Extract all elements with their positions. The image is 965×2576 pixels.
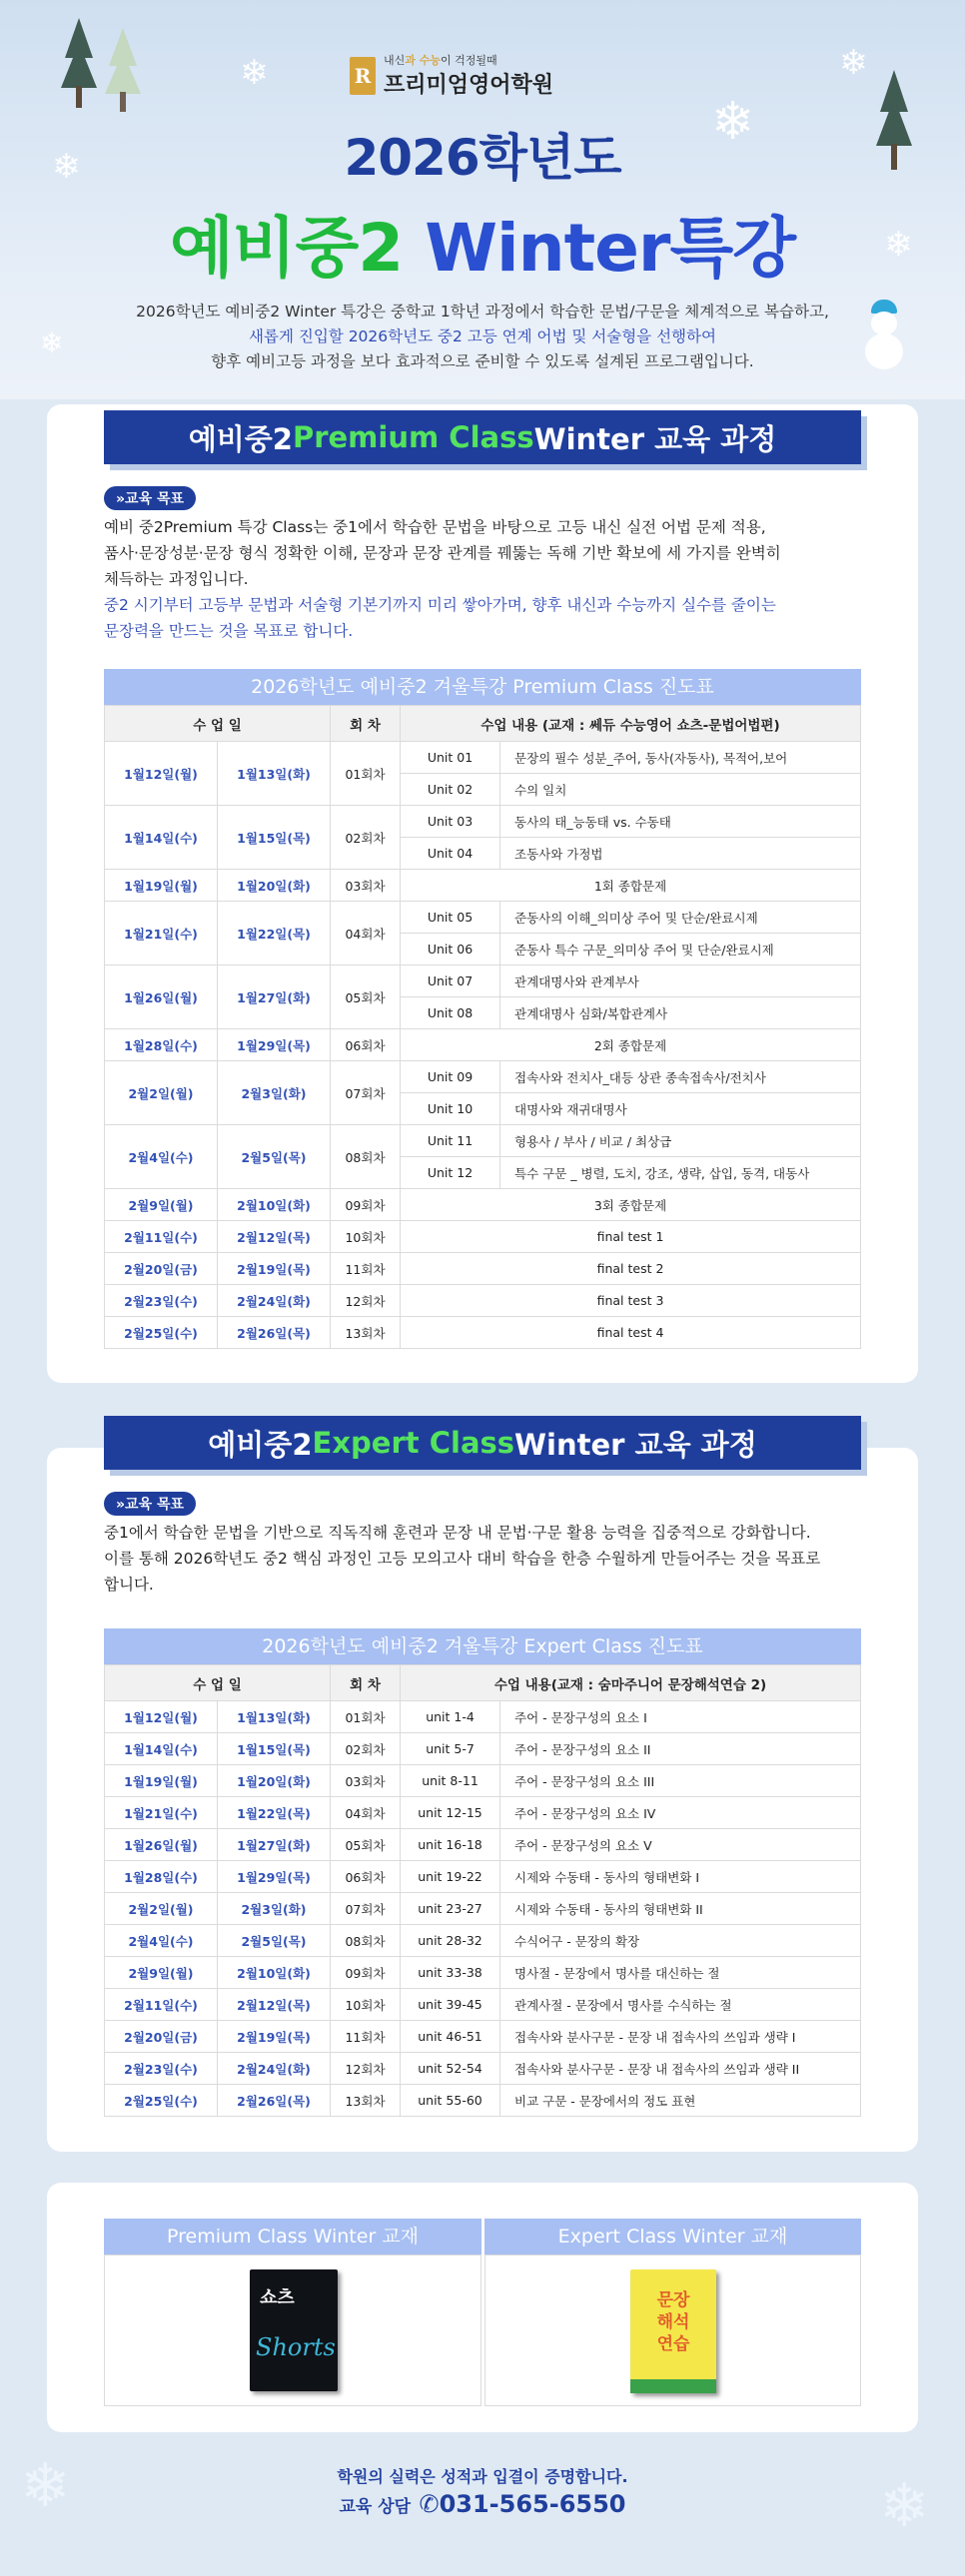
footer-contact	[0, 2490, 965, 2518]
date-cell: 2월23일(수)	[105, 2053, 218, 2085]
content-cell: 1회 종합문제	[401, 870, 861, 902]
date-cell: 2월26일(목)	[218, 1317, 331, 1349]
content-cell: 대명사와 재귀대명사	[500, 1093, 861, 1125]
goal-text: 중1에서 학습한 문법을 기반으로 직독직해 훈련과 문장 내 문법·구문 활용 능력을 집중적으로 강화합니다.	[104, 1524, 811, 1542]
session-cell: 09회차	[331, 1957, 401, 1989]
tagline-part: 과 수능	[405, 54, 441, 67]
hero-title-green: 예비중2	[170, 210, 404, 287]
session-cell: 01회차	[331, 1701, 401, 1733]
date-cell: 1월12일(월)	[105, 1701, 218, 1733]
tagline-part: 내신	[384, 54, 406, 67]
pine-tree-icon	[64, 18, 94, 118]
content-cell: 접속사와 분사구문 - 문장 내 접속사의 쓰임과 생략 I	[500, 2021, 861, 2053]
session-cell: 12회차	[331, 1285, 401, 1317]
expert-goal	[104, 1520, 893, 1598]
content-cell: 2회 종합문제	[401, 1029, 861, 1061]
table-row	[105, 1957, 861, 1989]
date-cell: 1월19일(월)	[105, 1765, 218, 1797]
premium-book-header: Premium Class Winter 교재	[104, 2219, 482, 2254]
column-header: 수업 내용(교재 : 숨마주니어 문장해석연습 2)	[401, 1665, 861, 1701]
date-cell: 1월14일(수)	[105, 806, 218, 870]
date-cell: 1월14일(수)	[105, 1733, 218, 1765]
date-cell: 2월25일(수)	[105, 1317, 218, 1349]
content-cell: 준동사의 이해_의미상 주어 및 단순/완료시제	[500, 902, 861, 934]
table-row	[105, 1285, 861, 1317]
column-header: 수업 내용 (교재 : 쎄듀 수능영어 쇼츠-문법어법편)	[401, 706, 861, 742]
session-cell: 08회차	[331, 1125, 401, 1189]
content-cell: 동사의 태_능동태 vs. 수동태	[500, 806, 861, 838]
content-cell: 접속사와 전치사_대등 상관 종속접속사/전치사	[500, 1061, 861, 1093]
content-cell: final test 3	[401, 1285, 861, 1317]
date-cell: 2월9일(월)	[105, 1189, 218, 1221]
session-cell: 13회차	[331, 2085, 401, 2117]
book-cover-title: 쇼츠	[260, 2287, 295, 2308]
content-cell: 주어 - 문장구성의 요소 II	[500, 1733, 861, 1765]
content-cell: 특수 구문 _ 병렬, 도치, 강조, 생략, 삽입, 동격, 대동사	[500, 1157, 861, 1189]
hero-section	[0, 0, 965, 399]
goal-line: 중2 시기부터 고등부 문법과 서술형 기본기까지 미리 쌓아가며, 향후 내신과 수능까지 실수를 줄이는	[104, 596, 776, 614]
books-card	[47, 2183, 918, 2432]
content-cell: 준동사 특수 구문_의미상 주어 및 단순/완료시제	[500, 934, 861, 966]
snowflake-icon: ❄	[879, 2471, 930, 2541]
table-row	[105, 966, 861, 997]
session-cell: 06회차	[331, 1861, 401, 1893]
content-cell: 시제와 수동태 - 동사의 형태변화 I	[500, 1861, 861, 1893]
content-cell: 문장의 필수 성분_주어, 동사(자동사), 목적어,보어	[500, 742, 861, 774]
expert-schedule-table	[104, 1664, 861, 2117]
banner-text: 예비중2	[188, 421, 293, 456]
session-cell: 09회차	[331, 1189, 401, 1221]
date-cell: 2월4일(수)	[105, 1925, 218, 1957]
logo-tagline	[384, 52, 553, 68]
date-cell: 2월12일(목)	[218, 1221, 331, 1253]
column-header: 회 차	[331, 706, 401, 742]
session-cell: 04회차	[331, 1797, 401, 1829]
banner-text: Winter 교육 과정	[533, 421, 777, 456]
table-row	[105, 1029, 861, 1061]
table-row	[105, 1701, 861, 1733]
banner-text: Winter 교육 과정	[514, 1427, 757, 1462]
book-cover-title: 연습	[656, 2334, 690, 2354]
table-row	[105, 1829, 861, 1861]
table-row	[105, 2021, 861, 2053]
snowflake-icon: ❄	[839, 43, 868, 83]
table-row	[105, 1221, 861, 1253]
unit-cell: unit 52-54	[401, 2053, 500, 2085]
pine-tree-icon	[108, 28, 138, 118]
footer-slogan: 학원의 실력은 성적과 입결이 증명합니다.	[337, 2467, 628, 2486]
intro-line: 2026학년도 예비중2 Winter 특강은 중학교 1학년 과정에서 학습한 문법/구문을 체계적으로 복습하고,	[136, 303, 829, 321]
hero-intro	[100, 300, 865, 374]
date-cell: 2월5일(목)	[218, 1925, 331, 1957]
unit-cell: Unit 12	[401, 1157, 500, 1189]
date-cell: 1월20일(화)	[218, 1765, 331, 1797]
hero-title-blue: Winter특강	[425, 210, 795, 287]
book-cover-title: 해석	[656, 2312, 690, 2332]
date-cell: 1월26일(월)	[105, 966, 218, 1029]
date-cell: 1월26일(월)	[105, 1829, 218, 1861]
content-cell: 3회 종합문제	[401, 1189, 861, 1221]
session-cell: 10회차	[331, 1989, 401, 2021]
date-cell: 2월11일(수)	[105, 1221, 218, 1253]
phone-icon: ✆	[419, 2490, 440, 2518]
date-cell: 2월3일(화)	[218, 1893, 331, 1925]
content-cell: 접속사와 분사구문 - 문장 내 접속사의 쓰임과 생략 II	[500, 2053, 861, 2085]
goal-tag: »교육 목표	[104, 486, 196, 510]
content-cell: 주어 - 문장구성의 요소 I	[500, 1701, 861, 1733]
session-cell: 03회차	[331, 1765, 401, 1797]
snowflake-icon: ❄	[711, 92, 755, 152]
table-row	[105, 806, 861, 838]
date-cell: 1월21일(수)	[105, 1797, 218, 1829]
date-cell: 2월4일(수)	[105, 1125, 218, 1189]
expert-book-box	[484, 2254, 861, 2406]
premium-book-cover	[250, 2269, 338, 2391]
session-cell: 08회차	[331, 1925, 401, 1957]
date-cell: 1월20일(화)	[218, 870, 331, 902]
date-cell: 1월22일(목)	[218, 1797, 331, 1829]
expert-card	[47, 1426, 918, 2152]
hero-title	[0, 195, 965, 290]
date-cell: 2월19일(목)	[218, 2021, 331, 2053]
unit-cell: unit 8-11	[401, 1765, 500, 1797]
unit-cell: unit 55-60	[401, 2085, 500, 2117]
unit-cell: Unit 10	[401, 1093, 500, 1125]
date-cell: 1월22일(목)	[218, 902, 331, 966]
date-cell: 1월15일(목)	[218, 806, 331, 870]
content-cell: 비교 구문 - 문장에서의 정도 표현	[500, 2085, 861, 2117]
date-cell: 1월27일(화)	[218, 1829, 331, 1861]
date-cell: 1월29일(목)	[218, 1029, 331, 1061]
session-cell: 03회차	[331, 870, 401, 902]
unit-cell: Unit 07	[401, 966, 500, 997]
date-cell: 1월27일(화)	[218, 966, 331, 1029]
unit-cell: unit 5-7	[401, 1733, 500, 1765]
date-cell: 2월23일(수)	[105, 1285, 218, 1317]
snowflake-icon: ❄	[884, 225, 913, 265]
unit-cell: Unit 05	[401, 902, 500, 934]
banner-class-name: Expert Class	[312, 1426, 515, 1460]
content-cell: final test 4	[401, 1317, 861, 1349]
date-cell: 1월28일(수)	[105, 1029, 218, 1061]
content-cell: 조동사와 가정법	[500, 838, 861, 870]
unit-cell: Unit 01	[401, 742, 500, 774]
content-cell: 관계대명사 심화/복합관계사	[500, 997, 861, 1029]
date-cell: 2월11일(수)	[105, 1989, 218, 2021]
goal-line	[104, 1520, 893, 1546]
unit-cell: unit 16-18	[401, 1829, 500, 1861]
table-row	[105, 1317, 861, 1349]
session-cell: 11회차	[331, 1253, 401, 1285]
unit-cell: Unit 06	[401, 934, 500, 966]
goal-line	[104, 1546, 893, 1572]
date-cell: 1월12일(월)	[105, 742, 218, 806]
session-cell: 07회차	[331, 1893, 401, 1925]
date-cell: 2월10일(화)	[218, 1957, 331, 1989]
expert-table-title: 2026학년도 예비중2 겨울특강 Expert Class 진도표	[104, 1628, 861, 1664]
date-cell: 2월24일(화)	[218, 1285, 331, 1317]
date-cell: 1월29일(목)	[218, 1861, 331, 1893]
date-cell: 2월5일(목)	[218, 1125, 331, 1189]
logo-mark: R	[350, 57, 376, 95]
date-cell: 1월15일(목)	[218, 1733, 331, 1765]
date-cell: 1월21일(수)	[105, 902, 218, 966]
unit-cell: unit 1-4	[401, 1701, 500, 1733]
session-cell: 10회차	[331, 1221, 401, 1253]
banner-class-name: Premium Class	[292, 420, 534, 454]
column-header: 회 차	[331, 1665, 401, 1701]
unit-cell: unit 39-45	[401, 1989, 500, 2021]
column-header: 수 업 일	[105, 706, 331, 742]
date-cell: 1월13일(화)	[218, 742, 331, 806]
date-cell: 2월3일(화)	[218, 1061, 331, 1125]
goal-line: 체득하는 과정입니다.	[104, 570, 249, 588]
session-cell: 02회차	[331, 1733, 401, 1765]
unit-cell: unit 33-38	[401, 1957, 500, 1989]
content-cell: 수의 일치	[500, 774, 861, 806]
content-cell: 주어 - 문장구성의 요소 III	[500, 1765, 861, 1797]
content-cell: 주어 - 문장구성의 요소 IV	[500, 1797, 861, 1829]
session-cell: 04회차	[331, 902, 401, 966]
contact-label: 교육 상담	[339, 2497, 412, 2517]
session-cell: 06회차	[331, 1029, 401, 1061]
premium-goal	[104, 514, 893, 644]
table-row	[105, 1061, 861, 1093]
expert-book-cover	[630, 2269, 716, 2393]
table-row	[105, 1125, 861, 1157]
expert-banner	[104, 1416, 861, 1470]
goal-tag: »교육 목표	[104, 1492, 196, 1516]
table-row	[105, 870, 861, 902]
premium-card	[47, 404, 918, 1383]
unit-cell: unit 12-15	[401, 1797, 500, 1829]
content-cell: 명사절 - 문장에서 명사를 대신하는 절	[500, 1957, 861, 1989]
goal-line: 합니다.	[104, 1576, 154, 1594]
session-cell: 12회차	[331, 2053, 401, 2085]
intro-line: 향후 예비고등 과정을 보다 효과적으로 준비할 수 있도록 설계된 프로그램입니다.	[211, 352, 754, 370]
unit-cell: unit 46-51	[401, 2021, 500, 2053]
snowman-icon	[859, 300, 909, 379]
session-cell: 07회차	[331, 1061, 401, 1125]
content-cell: 시제와 수동태 - 동사의 형태변화 II	[500, 1893, 861, 1925]
date-cell: 2월12일(목)	[218, 1989, 331, 2021]
goal-line: 예비 중2Premium 특강 Class는 중1에서 학습한 문법을 바탕으로 고등 내신 실전 어법 문제 적용,	[104, 518, 766, 536]
date-cell: 2월24일(화)	[218, 2053, 331, 2085]
date-cell: 2월9일(월)	[105, 1957, 218, 1989]
unit-cell: unit 28-32	[401, 1925, 500, 1957]
unit-cell: Unit 03	[401, 806, 500, 838]
snowflake-icon: ❄	[52, 147, 81, 187]
snowflake-icon: ❄	[20, 2451, 71, 2521]
goal-text: 이를 통해 2026학년도 중2 핵심 과정인 고등 모의고사 대비 학습을 한층 수월하게 만들어주는 것을 목표로	[104, 1550, 821, 1568]
content-cell: final test 2	[401, 1253, 861, 1285]
snowflake-icon: ❄	[40, 326, 64, 359]
unit-cell: Unit 02	[401, 774, 500, 806]
session-cell: 05회차	[331, 966, 401, 1029]
date-cell: 2월20일(금)	[105, 1253, 218, 1285]
date-cell: 2월20일(금)	[105, 2021, 218, 2053]
premium-table-title: 2026학년도 예비중2 겨울특강 Premium Class 진도표	[104, 669, 861, 705]
premium-schedule-table	[104, 705, 861, 1349]
book-cover-script: Shorts	[256, 2333, 336, 2361]
date-cell: 1월28일(수)	[105, 1861, 218, 1893]
goal-line: 품사·문장성분·문장 형식 정확한 이해, 문장과 문장 관계를 꿰뚫는 독해 기반 확보에 세 가지를 완벽히	[104, 544, 781, 562]
unit-cell: unit 23-27	[401, 1893, 500, 1925]
session-cell: 01회차	[331, 742, 401, 806]
academy-name: 프리미엄영어학원	[384, 73, 554, 98]
content-cell: 형용사 / 부사 / 비교 / 최상급	[500, 1125, 861, 1157]
content-cell: 주어 - 문장구성의 요소 V	[500, 1829, 861, 1861]
table-row	[105, 1189, 861, 1221]
goal-line: 문장력을 만드는 것을 목표로 합니다.	[104, 622, 354, 640]
date-cell: 2월2일(월)	[105, 1061, 218, 1125]
premium-book-box	[104, 2254, 482, 2406]
date-cell: 2월19일(목)	[218, 1253, 331, 1285]
table-row	[105, 2053, 861, 2085]
unit-cell: Unit 11	[401, 1125, 500, 1157]
content-cell: final test 1	[401, 1221, 861, 1253]
unit-cell: unit 19-22	[401, 1861, 500, 1893]
table-row	[105, 2085, 861, 2117]
book-cover-title: 문장	[656, 2290, 690, 2310]
table-row	[105, 1989, 861, 2021]
table-row	[105, 1253, 861, 1285]
unit-cell: Unit 04	[401, 838, 500, 870]
session-cell: 11회차	[331, 2021, 401, 2053]
column-header: 수 업 일	[105, 1665, 331, 1701]
table-row	[105, 742, 861, 774]
date-cell: 2월2일(월)	[105, 1893, 218, 1925]
date-cell: 2월25일(수)	[105, 2085, 218, 2117]
date-cell: 2월10일(화)	[218, 1189, 331, 1221]
table-row	[105, 1893, 861, 1925]
phone-number[interactable]: 031-565-6550	[439, 2490, 626, 2518]
table-row	[105, 1765, 861, 1797]
content-cell: 관계사절 - 문장에서 명사를 수식하는 절	[500, 1989, 861, 2021]
date-cell: 2월26일(목)	[218, 2085, 331, 2117]
expert-book-header: Expert Class Winter 교재	[484, 2219, 861, 2254]
banner-text: 예비중2	[208, 1427, 313, 1462]
session-cell: 02회차	[331, 806, 401, 870]
table-row	[105, 1797, 861, 1829]
table-row	[105, 1925, 861, 1957]
table-row	[105, 1733, 861, 1765]
tagline-part: 이 걱정될때	[440, 54, 497, 67]
unit-cell: Unit 09	[401, 1061, 500, 1093]
content-cell: 수식어구 - 문장의 확장	[500, 1925, 861, 1957]
intro-line: 새롭게 진입할 2026학년도 중2 고등 연계 어법 및 서술형을 선행하여	[249, 327, 716, 345]
date-cell: 1월13일(화)	[218, 1701, 331, 1733]
date-cell: 1월19일(월)	[105, 870, 218, 902]
unit-cell: Unit 08	[401, 997, 500, 1029]
table-row	[105, 1861, 861, 1893]
snowflake-icon: ❄	[240, 53, 269, 93]
session-cell: 05회차	[331, 1829, 401, 1861]
academy-logo	[350, 52, 553, 99]
content-cell: 관계대명사와 관계부사	[500, 966, 861, 997]
hero-year: 2026학년도	[344, 129, 621, 187]
premium-banner	[104, 410, 861, 464]
table-row	[105, 902, 861, 934]
session-cell: 13회차	[331, 1317, 401, 1349]
